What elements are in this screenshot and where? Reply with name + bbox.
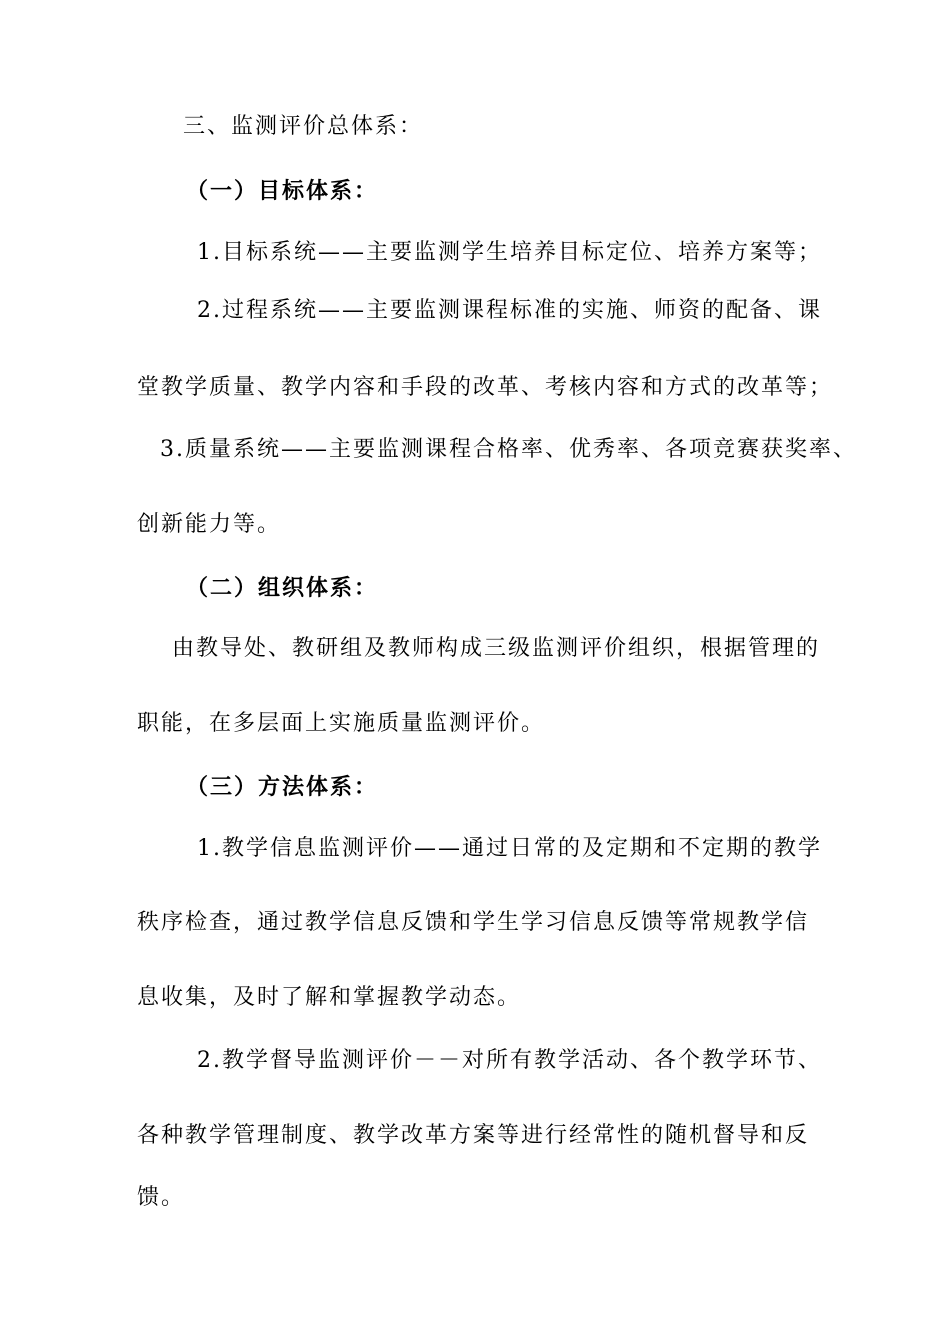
organization-paragraph-line-1: 由教导处、教研组及教师构成三级监测评价组织，根据管理的 — [172, 636, 821, 661]
methods-item-2-line-1: 2.教学督导监测评价－－对所有教学活动、各个教学环节、 — [197, 1048, 822, 1073]
methods-item-2-line-3: 馈。 — [137, 1185, 186, 1210]
methods-item-1-line-2: 秩序检查，通过教学信息反馈和学生学习信息反馈等常规教学信 — [137, 910, 810, 935]
subsection-heading-goals: （一）目标体系： — [186, 178, 379, 204]
section-title: 三、监测评价总体系： — [183, 114, 424, 139]
goals-item-2-line-2: 堂教学质量、教学内容和手段的改革、考核内容和方式的改革等； — [137, 375, 834, 400]
goals-item-2-line-1: 2.过程系统——主要监测课程标准的实施、师资的配备、课 — [197, 298, 822, 323]
subsection-heading-methods: （三）方法体系： — [186, 774, 379, 800]
organization-paragraph-line-2: 职能，在多层面上实施质量监测评价。 — [137, 711, 546, 736]
methods-item-1-line-1: 1.教学信息监测评价——通过日常的及定期和不定期的教学 — [197, 836, 822, 861]
goals-item-3-line-2: 创新能力等。 — [137, 512, 282, 537]
subsection-heading-organization: （二）组织体系： — [186, 575, 379, 601]
methods-item-1-line-3: 息收集，及时了解和掌握教学动态。 — [137, 985, 522, 1010]
goals-item-1: 1.目标系统——主要监测学生培养目标定位、培养方案等； — [197, 240, 822, 265]
methods-item-2-line-2: 各种教学管理制度、教学改革方案等进行经常性的随机督导和反 — [137, 1123, 810, 1148]
goals-item-3-line-1: 3.质量系统——主要监测课程合格率、优秀率、各项竞赛获奖率、 — [160, 437, 857, 462]
